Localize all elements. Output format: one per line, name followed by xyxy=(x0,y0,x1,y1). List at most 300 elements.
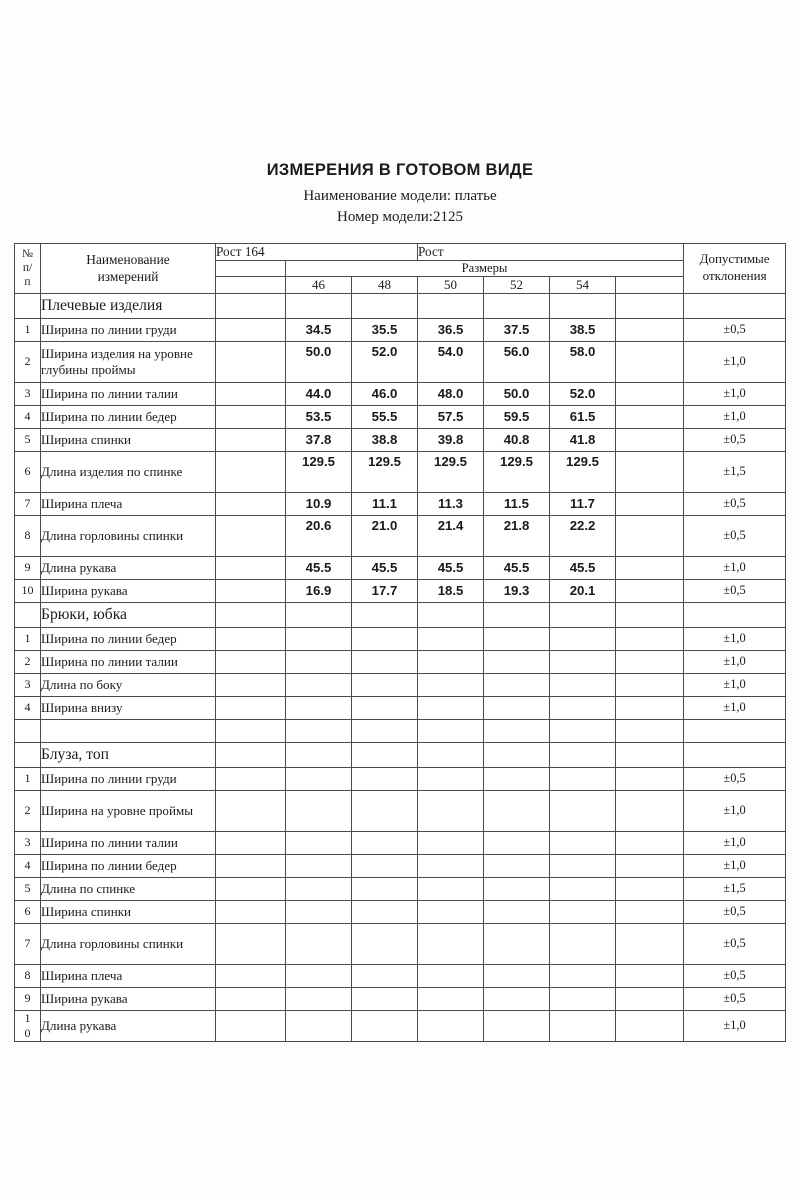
value-size-54: 41.8 xyxy=(550,428,616,451)
value-size-54 xyxy=(550,987,616,1010)
value-size-50: 39.8 xyxy=(418,428,484,451)
blank-column-cell-2 xyxy=(616,1010,684,1041)
value-size-52 xyxy=(484,696,550,719)
measurement-name: Ширина по линии бедер xyxy=(41,405,216,428)
section-empty-cell xyxy=(418,742,484,767)
model-name-line: Наименование модели: платье xyxy=(303,187,497,204)
tolerance-value: ±0,5 xyxy=(684,428,786,451)
value-size-54: 20.1 xyxy=(550,579,616,602)
blank-column-cell xyxy=(216,556,286,579)
value-size-52: 56.0 xyxy=(484,341,550,382)
blank-column-cell xyxy=(216,877,286,900)
value-size-54 xyxy=(550,964,616,987)
spacer-cell xyxy=(616,719,684,742)
value-size-48 xyxy=(352,673,418,696)
value-size-52: 21.8 xyxy=(484,515,550,556)
value-size-48 xyxy=(352,964,418,987)
value-size-48: 46.0 xyxy=(352,382,418,405)
value-size-54 xyxy=(550,696,616,719)
blank-column-cell-2 xyxy=(616,382,684,405)
header-blank-column-2 xyxy=(616,276,684,293)
section-header-row xyxy=(15,742,786,767)
tolerance-value: ±1,0 xyxy=(684,650,786,673)
value-size-46 xyxy=(286,923,352,964)
blank-column-cell xyxy=(216,515,286,556)
blank-column-cell-2 xyxy=(616,579,684,602)
value-size-46 xyxy=(286,987,352,1010)
value-size-48 xyxy=(352,923,418,964)
row-number: 7 xyxy=(15,492,41,515)
section-empty-cell xyxy=(550,742,616,767)
value-size-50: 18.5 xyxy=(418,579,484,602)
value-size-52 xyxy=(484,1010,550,1041)
section-empty-cell xyxy=(550,293,616,318)
measurement-name: Ширина изделия на уровне глубины проймы xyxy=(41,341,216,382)
measurement-name: Ширина по линии бедер xyxy=(41,627,216,650)
value-size-54: 129.5 xyxy=(550,451,616,492)
table-row xyxy=(15,515,786,556)
blank-column-cell xyxy=(216,579,286,602)
spacer-cell xyxy=(550,719,616,742)
value-size-46 xyxy=(286,767,352,790)
value-size-52 xyxy=(484,854,550,877)
value-size-54: 11.7 xyxy=(550,492,616,515)
tolerance-value: ±0,5 xyxy=(684,964,786,987)
value-size-46 xyxy=(286,650,352,673)
value-size-50: 54.0 xyxy=(418,341,484,382)
value-size-48: 55.5 xyxy=(352,405,418,428)
value-size-46 xyxy=(286,877,352,900)
value-size-50 xyxy=(418,987,484,1010)
table-row xyxy=(15,987,786,1010)
value-size-52 xyxy=(484,900,550,923)
row-number: 9 xyxy=(15,556,41,579)
value-size-50: 45.5 xyxy=(418,556,484,579)
measurement-name: Длина по спинке xyxy=(41,877,216,900)
value-size-52: 37.5 xyxy=(484,318,550,341)
row-number: 1 xyxy=(15,767,41,790)
header-blank-column xyxy=(216,276,286,293)
section-num-spacer xyxy=(15,293,41,318)
measurement-name: Ширина спинки xyxy=(41,428,216,451)
blank-column-cell-2 xyxy=(616,673,684,696)
blank-column-cell-2 xyxy=(616,854,684,877)
blank-column-cell-2 xyxy=(616,451,684,492)
value-size-50 xyxy=(418,790,484,831)
table-row xyxy=(15,877,786,900)
value-size-48 xyxy=(352,1010,418,1041)
section-empty-cell xyxy=(418,602,484,627)
row-number: 2 xyxy=(15,650,41,673)
blank-column-cell-2 xyxy=(616,318,684,341)
value-size-48 xyxy=(352,627,418,650)
tolerance-value: ±1,0 xyxy=(684,405,786,428)
value-size-48: 38.8 xyxy=(352,428,418,451)
row-number: 3 xyxy=(15,831,41,854)
value-size-48 xyxy=(352,790,418,831)
blank-column-cell xyxy=(216,854,286,877)
value-size-50 xyxy=(418,627,484,650)
row-number: 9 xyxy=(15,987,41,1010)
section-empty-cell xyxy=(616,602,684,627)
measurement-name: Длина горловины спинки xyxy=(41,515,216,556)
spacer-cell xyxy=(15,719,41,742)
blank-column-cell-2 xyxy=(616,696,684,719)
value-size-52: 50.0 xyxy=(484,382,550,405)
row-number: 6 xyxy=(15,451,41,492)
tolerance-value: ±0,5 xyxy=(684,987,786,1010)
blank-column-cell xyxy=(216,696,286,719)
table-row xyxy=(15,627,786,650)
measurement-name: Ширина на уровне проймы xyxy=(41,790,216,831)
measurement-name: Ширина по линии талии xyxy=(41,831,216,854)
tolerance-value: ±1,0 xyxy=(684,854,786,877)
measurement-name: Ширина по линии бедер xyxy=(41,854,216,877)
value-size-48: 17.7 xyxy=(352,579,418,602)
tolerance-value: ±0,5 xyxy=(684,492,786,515)
row-number: 5 xyxy=(15,877,41,900)
value-size-46 xyxy=(286,1010,352,1041)
value-size-54 xyxy=(550,923,616,964)
value-size-46: 50.0 xyxy=(286,341,352,382)
spacer-cell xyxy=(684,719,786,742)
value-size-46: 34.5 xyxy=(286,318,352,341)
section-empty-cell xyxy=(550,602,616,627)
tolerance-value: ±1,0 xyxy=(684,831,786,854)
value-size-52 xyxy=(484,673,550,696)
blank-column-cell-2 xyxy=(616,831,684,854)
value-size-50 xyxy=(418,650,484,673)
spacer-cell xyxy=(216,719,286,742)
row-number: 8 xyxy=(15,964,41,987)
header-spacer-cell xyxy=(216,260,286,276)
value-size-48 xyxy=(352,767,418,790)
value-size-54: 22.2 xyxy=(550,515,616,556)
row-number: 10 xyxy=(15,579,41,602)
value-size-46: 53.5 xyxy=(286,405,352,428)
value-size-48: 35.5 xyxy=(352,318,418,341)
blank-column-cell-2 xyxy=(616,987,684,1010)
table-row xyxy=(15,579,786,602)
value-size-48: 11.1 xyxy=(352,492,418,515)
tolerance-value: ±1,0 xyxy=(684,1010,786,1041)
blank-column-cell xyxy=(216,492,286,515)
section-empty-cell xyxy=(616,742,684,767)
measurements-table-wrap xyxy=(14,243,785,1042)
table-row xyxy=(15,492,786,515)
spacer-cell xyxy=(41,719,216,742)
table-row xyxy=(15,900,786,923)
section-empty-cell xyxy=(684,293,786,318)
blank-column-cell-2 xyxy=(616,341,684,382)
section-empty-cell xyxy=(286,602,352,627)
value-size-50 xyxy=(418,877,484,900)
table-row xyxy=(15,341,786,382)
row-number: 4 xyxy=(15,854,41,877)
value-size-48: 45.5 xyxy=(352,556,418,579)
value-size-54 xyxy=(550,877,616,900)
header-height-164: Рост 164 xyxy=(216,244,418,261)
value-size-48 xyxy=(352,987,418,1010)
value-size-52 xyxy=(484,767,550,790)
value-size-50: 57.5 xyxy=(418,405,484,428)
header-size-52: 52 xyxy=(484,276,550,293)
table-row xyxy=(15,451,786,492)
section-title-1: Брюки, юбка xyxy=(41,602,216,627)
blank-column-cell-2 xyxy=(616,492,684,515)
value-size-50 xyxy=(418,900,484,923)
blank-column-cell-2 xyxy=(616,556,684,579)
section-empty-cell xyxy=(484,293,550,318)
row-number: 1 xyxy=(15,627,41,650)
blank-column-cell-2 xyxy=(616,877,684,900)
section-empty-cell xyxy=(684,602,786,627)
blank-column-cell xyxy=(216,341,286,382)
blank-column-cell xyxy=(216,831,286,854)
row-number: 2 xyxy=(15,790,41,831)
row-number: 8 xyxy=(15,515,41,556)
section-empty-cell xyxy=(418,293,484,318)
tolerance-value: ±1,0 xyxy=(684,556,786,579)
blank-column-cell xyxy=(216,382,286,405)
value-size-46 xyxy=(286,854,352,877)
value-size-52 xyxy=(484,831,550,854)
tolerance-value: ±1,0 xyxy=(684,382,786,405)
row-number: 3 xyxy=(15,673,41,696)
measurement-name: Ширина плеча xyxy=(41,492,216,515)
blank-column-cell xyxy=(216,451,286,492)
blank-column-cell xyxy=(216,767,286,790)
measurement-name: Длина рукава xyxy=(41,556,216,579)
measurement-name: Ширина по линии груди xyxy=(41,318,216,341)
row-number: 5 xyxy=(15,428,41,451)
tolerance-value: ±1,0 xyxy=(684,790,786,831)
value-size-46: 16.9 xyxy=(286,579,352,602)
value-size-46 xyxy=(286,627,352,650)
value-size-52 xyxy=(484,650,550,673)
value-size-54 xyxy=(550,627,616,650)
header-size-54: 54 xyxy=(550,276,616,293)
blank-column-cell-2 xyxy=(616,790,684,831)
value-size-48 xyxy=(352,650,418,673)
blank-column-cell-2 xyxy=(616,650,684,673)
value-size-54: 61.5 xyxy=(550,405,616,428)
table-row xyxy=(15,405,786,428)
value-size-50: 129.5 xyxy=(418,451,484,492)
row-number: 4 xyxy=(15,405,41,428)
value-size-48 xyxy=(352,854,418,877)
section-header-row xyxy=(15,293,786,318)
table-row xyxy=(15,650,786,673)
blank-column-cell xyxy=(216,650,286,673)
measurement-name: Ширина по линии груди xyxy=(41,767,216,790)
value-size-50: 11.3 xyxy=(418,492,484,515)
header-size-46: 46 xyxy=(286,276,352,293)
section-title-0: Плечевые изделия xyxy=(41,293,216,318)
table-row xyxy=(15,696,786,719)
measurement-name: Длина изделия по спинке xyxy=(41,451,216,492)
value-size-52 xyxy=(484,790,550,831)
measurement-name: Ширина по линии талии xyxy=(41,382,216,405)
blank-column-cell xyxy=(216,987,286,1010)
value-size-54: 38.5 xyxy=(550,318,616,341)
section-empty-cell xyxy=(352,602,418,627)
value-size-52 xyxy=(484,923,550,964)
value-size-50 xyxy=(418,673,484,696)
row-number: 1 0 xyxy=(15,1010,41,1041)
value-size-48 xyxy=(352,900,418,923)
section-empty-cell xyxy=(352,293,418,318)
blank-column-cell-2 xyxy=(616,964,684,987)
table-row xyxy=(15,767,786,790)
value-size-48 xyxy=(352,696,418,719)
row-number: 3 xyxy=(15,382,41,405)
table-row xyxy=(15,318,786,341)
value-size-46 xyxy=(286,964,352,987)
section-empty-cell xyxy=(616,293,684,318)
measurement-name: Длина по боку xyxy=(41,673,216,696)
value-size-54 xyxy=(550,1010,616,1041)
value-size-50 xyxy=(418,831,484,854)
value-size-48 xyxy=(352,877,418,900)
measurement-name: Ширина рукава xyxy=(41,579,216,602)
blank-column-cell xyxy=(216,318,286,341)
section-empty-cell xyxy=(352,742,418,767)
blank-column-cell xyxy=(216,1010,286,1041)
value-size-52: 45.5 xyxy=(484,556,550,579)
value-size-52 xyxy=(484,877,550,900)
table-row xyxy=(15,831,786,854)
title-block xyxy=(0,160,800,228)
blank-column-cell-2 xyxy=(616,428,684,451)
blank-column-cell xyxy=(216,428,286,451)
value-size-52: 59.5 xyxy=(484,405,550,428)
blank-column-cell xyxy=(216,673,286,696)
tolerance-value: ±0,5 xyxy=(684,923,786,964)
measurement-name: Ширина внизу xyxy=(41,696,216,719)
spacer-cell xyxy=(352,719,418,742)
model-number-line: Номер модели:2125 xyxy=(337,208,463,225)
section-num-spacer xyxy=(15,602,41,627)
blank-column-cell xyxy=(216,405,286,428)
value-size-52: 11.5 xyxy=(484,492,550,515)
section-empty-cell xyxy=(484,602,550,627)
blank-column-cell-2 xyxy=(616,767,684,790)
table-row xyxy=(15,964,786,987)
row-number: 1 xyxy=(15,318,41,341)
value-size-54 xyxy=(550,767,616,790)
value-size-52: 19.3 xyxy=(484,579,550,602)
value-size-52: 40.8 xyxy=(484,428,550,451)
spacer-cell xyxy=(418,719,484,742)
header-size-48: 48 xyxy=(352,276,418,293)
section-empty-cell xyxy=(286,742,352,767)
measurement-name: Ширина по линии талии xyxy=(41,650,216,673)
section-empty-cell xyxy=(216,742,286,767)
value-size-48 xyxy=(352,831,418,854)
value-size-50 xyxy=(418,854,484,877)
blank-column-cell-2 xyxy=(616,923,684,964)
value-size-54: 45.5 xyxy=(550,556,616,579)
section-empty-cell xyxy=(286,293,352,318)
table-row xyxy=(15,1010,786,1041)
section-num-spacer xyxy=(15,742,41,767)
value-size-50 xyxy=(418,1010,484,1041)
section-title-2: Блуза, топ xyxy=(41,742,216,767)
row-number: 6 xyxy=(15,900,41,923)
table-row xyxy=(15,382,786,405)
section-empty-cell xyxy=(216,293,286,318)
value-size-46: 37.8 xyxy=(286,428,352,451)
table-row xyxy=(15,854,786,877)
value-size-46: 10.9 xyxy=(286,492,352,515)
measurement-name: Длина рукава xyxy=(41,1010,216,1041)
value-size-52 xyxy=(484,964,550,987)
table-row xyxy=(15,556,786,579)
value-size-52 xyxy=(484,987,550,1010)
blank-column-cell-2 xyxy=(616,900,684,923)
value-size-54 xyxy=(550,790,616,831)
blank-column-cell-2 xyxy=(616,405,684,428)
value-size-50: 21.4 xyxy=(418,515,484,556)
tolerance-value: ±0,5 xyxy=(684,767,786,790)
spacer-row xyxy=(15,719,786,742)
value-size-46: 45.5 xyxy=(286,556,352,579)
value-size-46: 44.0 xyxy=(286,382,352,405)
header-size-50: 50 xyxy=(418,276,484,293)
tolerance-value: ±0,5 xyxy=(684,900,786,923)
value-size-50: 36.5 xyxy=(418,318,484,341)
table-row xyxy=(15,790,786,831)
row-number: 2 xyxy=(15,341,41,382)
value-size-46 xyxy=(286,831,352,854)
header-number-column: № п/ п xyxy=(15,244,41,294)
header-height: Рост xyxy=(418,244,684,261)
value-size-48: 129.5 xyxy=(352,451,418,492)
table-row xyxy=(15,673,786,696)
tolerance-value: ±1,0 xyxy=(684,341,786,382)
spacer-cell xyxy=(484,719,550,742)
value-size-54 xyxy=(550,650,616,673)
tolerance-value: ±1,0 xyxy=(684,627,786,650)
value-size-50 xyxy=(418,923,484,964)
header-measurement-name: Наименование измерений xyxy=(41,244,216,294)
tolerance-value: ±0,5 xyxy=(684,318,786,341)
value-size-48: 21.0 xyxy=(352,515,418,556)
section-empty-cell xyxy=(484,742,550,767)
value-size-50: 48.0 xyxy=(418,382,484,405)
blank-column-cell xyxy=(216,900,286,923)
value-size-48: 52.0 xyxy=(352,341,418,382)
measurement-name: Длина горловины спинки xyxy=(41,923,216,964)
page-title: ИЗМЕРЕНИЯ В ГОТОВОМ ВИДЕ xyxy=(266,161,534,179)
value-size-54 xyxy=(550,900,616,923)
value-size-54 xyxy=(550,831,616,854)
tolerance-value: ±1,5 xyxy=(684,877,786,900)
section-header-row xyxy=(15,602,786,627)
blank-column-cell xyxy=(216,627,286,650)
value-size-54 xyxy=(550,854,616,877)
header-tolerance: Допустимые отклонения xyxy=(684,244,786,294)
tolerance-value: ±1,0 xyxy=(684,673,786,696)
table-row xyxy=(15,428,786,451)
value-size-54: 52.0 xyxy=(550,382,616,405)
value-size-50 xyxy=(418,767,484,790)
header-sizes-label: Размеры xyxy=(286,260,684,276)
value-size-54: 58.0 xyxy=(550,341,616,382)
value-size-46 xyxy=(286,900,352,923)
measurement-name: Ширина спинки xyxy=(41,900,216,923)
